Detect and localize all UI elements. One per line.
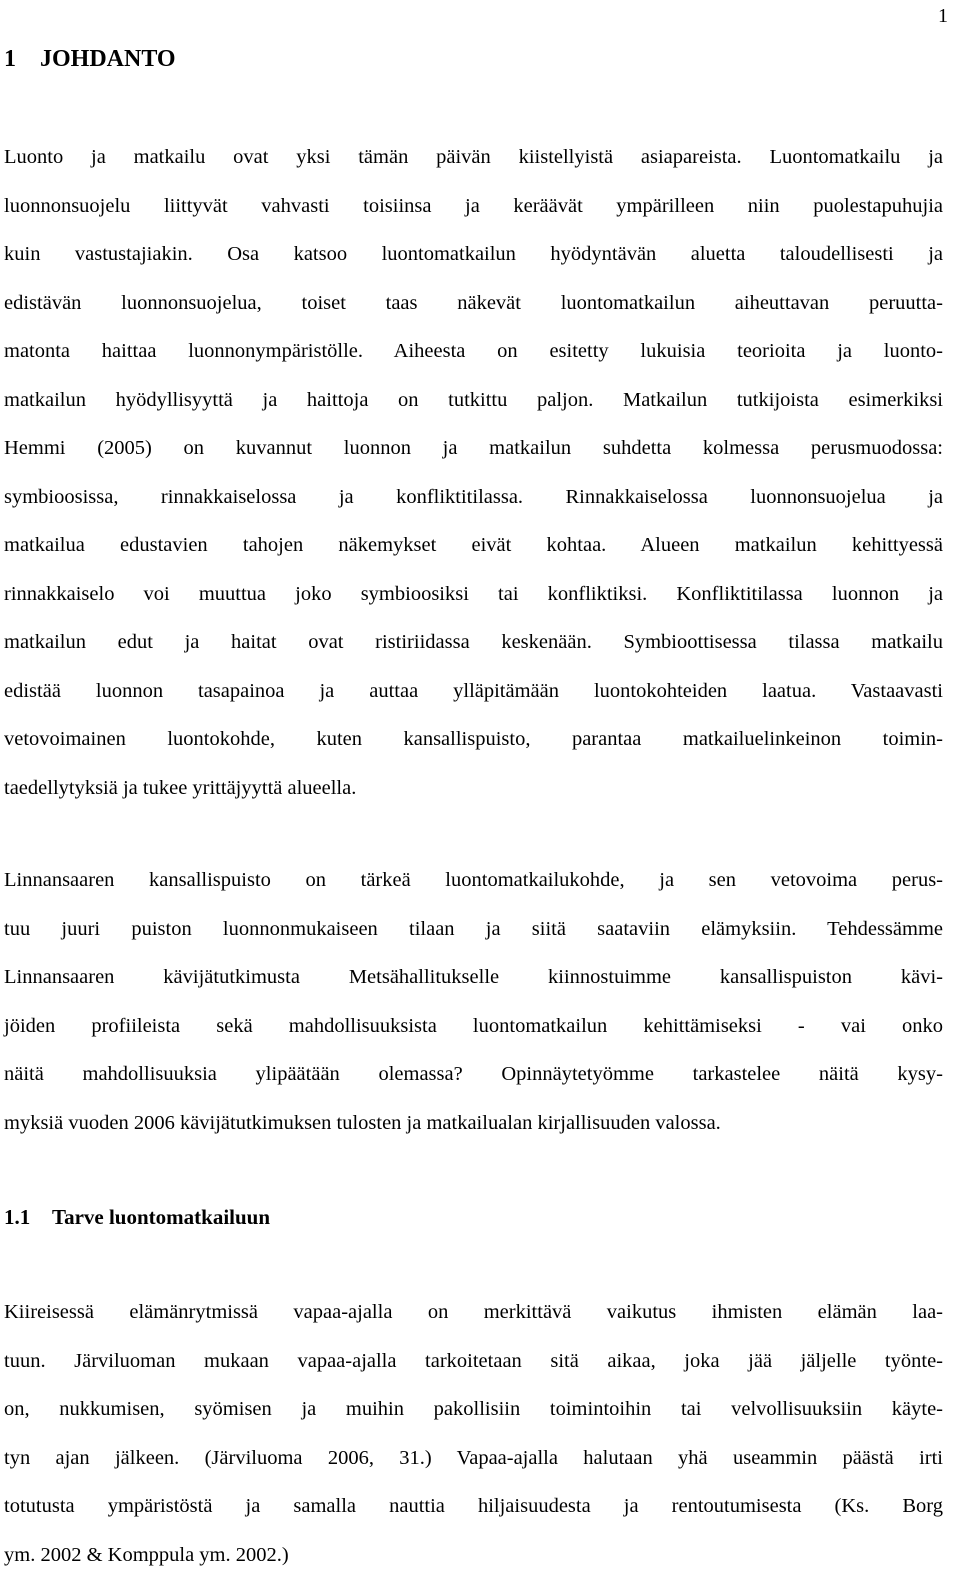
text-line: jöiden profiileista sekä mahdollisuuksista luontomatkailun kehittämiseksi - vai onko (4, 1014, 943, 1037)
text-line: tuu juuri puiston luonnonmukaiseen tilaan ja siitä saataviin elämyksiin. Tehdessämme (4, 917, 943, 940)
text-line: matkailun hyödyllisyyttä ja haittoja on tutkittu paljon. Matkailun tutkijoista esimerkiksi (4, 388, 943, 411)
text-line: Luonto ja matkailu ovat yksi tämän päivän kiistellyistä asiapareista. Luontomatkailu ja (4, 146, 943, 168)
chapter-number: 1 (4, 46, 16, 72)
text-line: totutusta ympäristöstä ja samalla nauttia hiljaisuudesta ja rentoutumisesta (Ks. Borg (4, 1495, 943, 1517)
text-line: myksiä vuoden 2006 kävijätutkimuksen tulosten ja matkailualan kirjallisuuden valossa. (4, 1111, 721, 1134)
text-line: Hemmi (2005) on kuvannut luonnon ja matkailun suhdetta kolmessa perusmuodossa: (4, 437, 943, 459)
text-line: tuun. Järviluoman mukaan vapaa-ajalla tarkoitetaan sitä aikaa, joka jää jäljelle työnte- (4, 1349, 943, 1372)
text-line: luonnonsuojelu liittyvät vahvasti toisiinsa ja keräävät ympärilleen niin puolestapuhujia (4, 194, 943, 217)
section-title: Tarve luontomatkailuun (52, 1205, 271, 1229)
text-line: taedellytyksiä ja tukee yrittäjyyttä alueella. (4, 776, 357, 799)
text-line: ym. 2002 & Komppula ym. 2002.) (4, 1543, 289, 1566)
text-line: tyn ajan jälkeen. (Järviluoma 2006, 31.) Vapaa-ajalla halutaan yhä useammin päästä irti (4, 1446, 943, 1469)
text-line: rinnakkaiselo voi muuttua joko symbioosiksi tai konfliktiksi. Konfliktitilassa luonnon ja (4, 582, 943, 605)
text-line: matkailun edut ja haitat ovat ristiriidassa keskenään. Symbioottisessa tilassa matkailu (4, 631, 943, 653)
text-line: Kiireisessä elämänrytmissä vapaa-ajalla on merkittävä vaikutus ihmisten elämän laa- (4, 1301, 943, 1323)
text-line: kuin vastustajiakin. Osa katsoo luontomatkailun hyödyntävän aluetta taloudellisesti ja (4, 243, 943, 265)
text-line: matonta haittaa luonnonympäristölle. Aiheesta on esitetty lukuisia teorioita ja luonto- (4, 340, 943, 362)
text-line: näitä mahdollisuuksia ylipäätään olemassa? Opinnäytetyömme tarkastelee näitä kysy- (4, 1063, 943, 1085)
section-heading (4, 1202, 270, 1232)
text-line: symbioosissa, rinnakkaiselossa ja konfliktitilassa. Rinnakkaiselossa luonnonsuojelua ja (4, 485, 943, 508)
intro-paragraph-2 (4, 856, 943, 1147)
text-line: Linnansaaren kansallispuisto on tärkeä luontomatkailukohde, ja sen vetovoima perus- (4, 869, 943, 891)
section-number: 1.1 (4, 1205, 31, 1229)
chapter-title: JOHDANTO (40, 46, 176, 72)
chapter-heading (4, 44, 176, 74)
text-line: on, nukkumisen, syömisen ja muihin pakollisiin toimintoihin tai velvollisuuksiin käyte- (4, 1398, 943, 1420)
text-line: edistää luonnon tasapainoa ja auttaa ylläpitämään luontokohteiden laatua. Vastaavasti (4, 679, 943, 702)
text-line: vetovoimainen luontokohde, kuten kansallispuisto, parantaa matkailuelinkeinon toimin- (4, 728, 943, 750)
text-line: matkailua edustavien tahojen näkemykset eivät kohtaa. Alueen matkailun kehittyessä (4, 534, 943, 556)
text-line: Linnansaaren kävijätutkimusta Metsähallitukselle kiinnostuimme kansallispuiston kävi- (4, 966, 943, 988)
intro-paragraph-1 (4, 133, 943, 812)
page-number: 1 (938, 5, 948, 27)
section-paragraph-1 (4, 1288, 943, 1579)
text-line: edistävän luonnonsuojelua, toiset taas näkevät luontomatkailun aiheuttavan peruutta- (4, 291, 943, 314)
